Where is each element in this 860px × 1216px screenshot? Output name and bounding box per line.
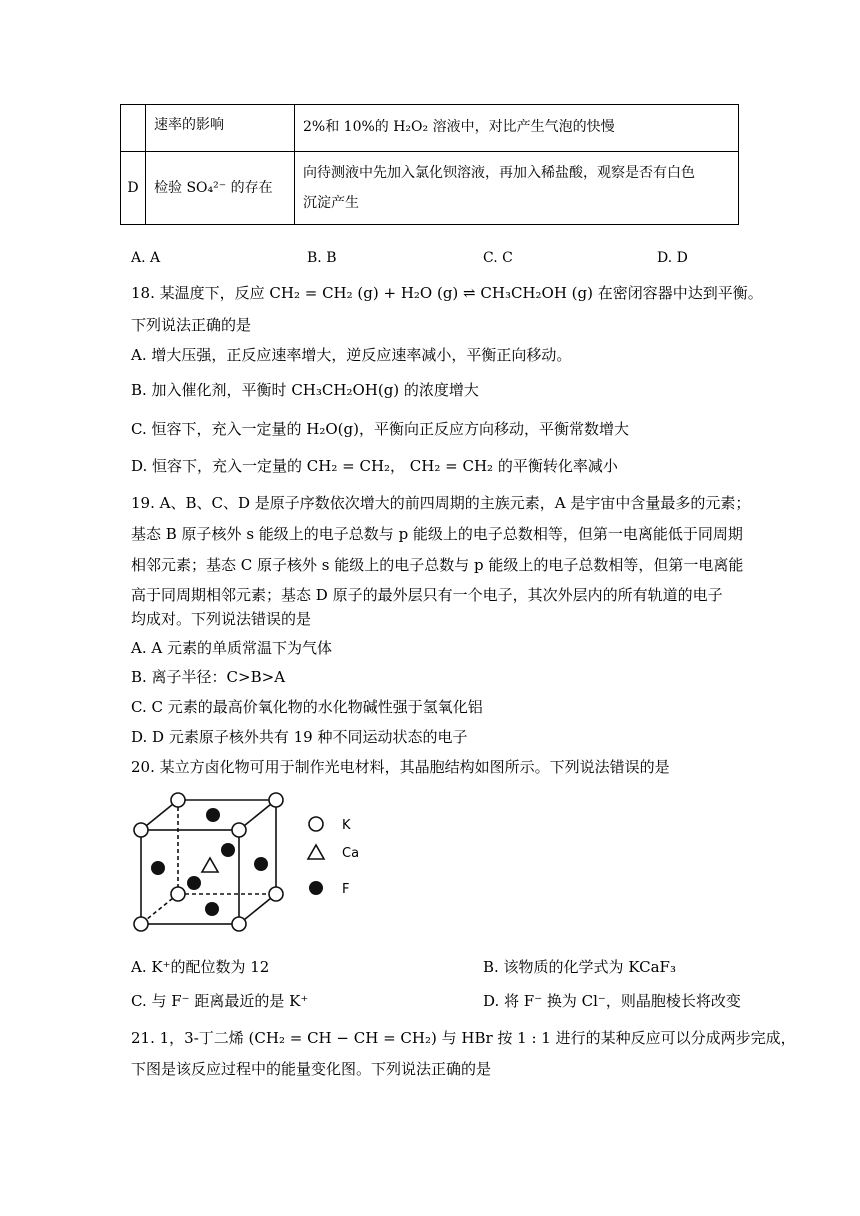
crystal-cell-figure bbox=[128, 788, 378, 938]
q19-stem: 均成对。下列说法错误的是 bbox=[131, 610, 312, 628]
q20-stem: 20. 某立方卤化物可用于制作光电材料，其晶胞结构如图所示。下列说法错误的是 bbox=[131, 758, 670, 776]
q18-stem: 18. 某温度下，反应 CH₂ = CH₂ (g) + H₂O (g) ⇌ CH₃CH₂OH (g) 在密闭容器中达到平衡。 bbox=[131, 284, 763, 302]
q18-stem: 下列说法正确的是 bbox=[131, 316, 252, 334]
table-cell bbox=[295, 152, 738, 224]
table-cell-line: 向待测液中先加入氯化钡溶液，再加入稀盐酸，观察是否有白色 bbox=[303, 165, 695, 181]
q19-stem: 高于同周期相邻元素；基态 D 原子的最外层只有一个电子，其次外层内的所有轨道的电子 bbox=[131, 586, 723, 604]
option-c: C. C bbox=[483, 250, 513, 266]
q18-option-a: A. 增大压强，正反应速率增大，逆反应速率减小，平衡正向移动。 bbox=[131, 346, 572, 364]
table-cell: 检验 SO₄²⁻ 的存在 bbox=[154, 180, 273, 196]
q20-option-b: B. 该物质的化学式为 KCaF₃ bbox=[483, 958, 676, 976]
table-row-label: D bbox=[121, 152, 146, 225]
table-cell: 2%和 10%的 H₂O₂ 溶液中，对比产生气泡的快慢 bbox=[303, 119, 615, 135]
experiment-table bbox=[120, 104, 739, 225]
q19-stem: 19. A、B、C、D 是原子序数依次增大的前四周期的主族元素，A 是宇宙中含量最多的元素； bbox=[131, 494, 751, 512]
q18-option-c: C. 恒容下，充入一定量的 H₂O(g)，平衡向正反应方向移动，平衡常数增大 bbox=[131, 420, 629, 438]
q19-option-a: A. A 元素的单质常温下为气体 bbox=[131, 639, 332, 657]
q19-option-c: C. C 元素的最高价氧化物的水化物碱性强于氢氧化铝 bbox=[131, 698, 483, 716]
legend bbox=[308, 817, 324, 895]
legend-k-label: K bbox=[342, 818, 351, 833]
option-a: A. A bbox=[131, 250, 161, 266]
q18-option-b: B. 加入催化剂，平衡时 CH₃CH₂OH(g) 的浓度增大 bbox=[131, 381, 479, 399]
q21-stem: 下图是该反应过程中的能量变化图。下列说法正确的是 bbox=[131, 1060, 492, 1078]
table-cell-line: 沉淀产生 bbox=[303, 195, 359, 211]
q19-option-d: D. D 元素原子核外共有 19 种不同运动状态的电子 bbox=[131, 728, 468, 746]
q19-stem: 相邻元素；基态 C 原子核外 s 能级上的电子总数与 p 能级上的电子总数相等，但第一电离能 bbox=[131, 556, 744, 574]
table-cell: 速率的影响 bbox=[154, 117, 224, 133]
q20-option-a: A. K⁺的配位数为 12 bbox=[131, 958, 270, 976]
q18-option-d: D. 恒容下，充入一定量的 CH₂ = CH₂， CH₂ = CH₂ 的平衡转化率减小 bbox=[131, 457, 618, 475]
legend-ca-label: Ca bbox=[342, 846, 360, 861]
option-b: B. B bbox=[307, 250, 337, 266]
q20-option-d: D. 将 F⁻ 换为 Cl⁻，则晶胞棱长将改变 bbox=[483, 992, 741, 1010]
q21-stem: 21. 1，3-丁二烯 (CH₂ = CH − CH = CH₂) 与 HBr 按 1 : 1 进行的某种反应可以分成两步完成， bbox=[131, 1029, 796, 1047]
table-row-label bbox=[121, 105, 146, 152]
q19-stem: 基态 B 原子核外 s 能级上的电子总数与 p 能级上的电子总数相等，但第一电离能低于同周期 bbox=[131, 525, 743, 543]
legend-f-label: F bbox=[342, 882, 350, 897]
q19-option-b: B. 离子半径：C>B>A bbox=[131, 668, 286, 686]
option-d: D. D bbox=[657, 250, 688, 266]
q20-option-c: C. 与 F⁻ 距离最近的是 K⁺ bbox=[131, 992, 309, 1010]
